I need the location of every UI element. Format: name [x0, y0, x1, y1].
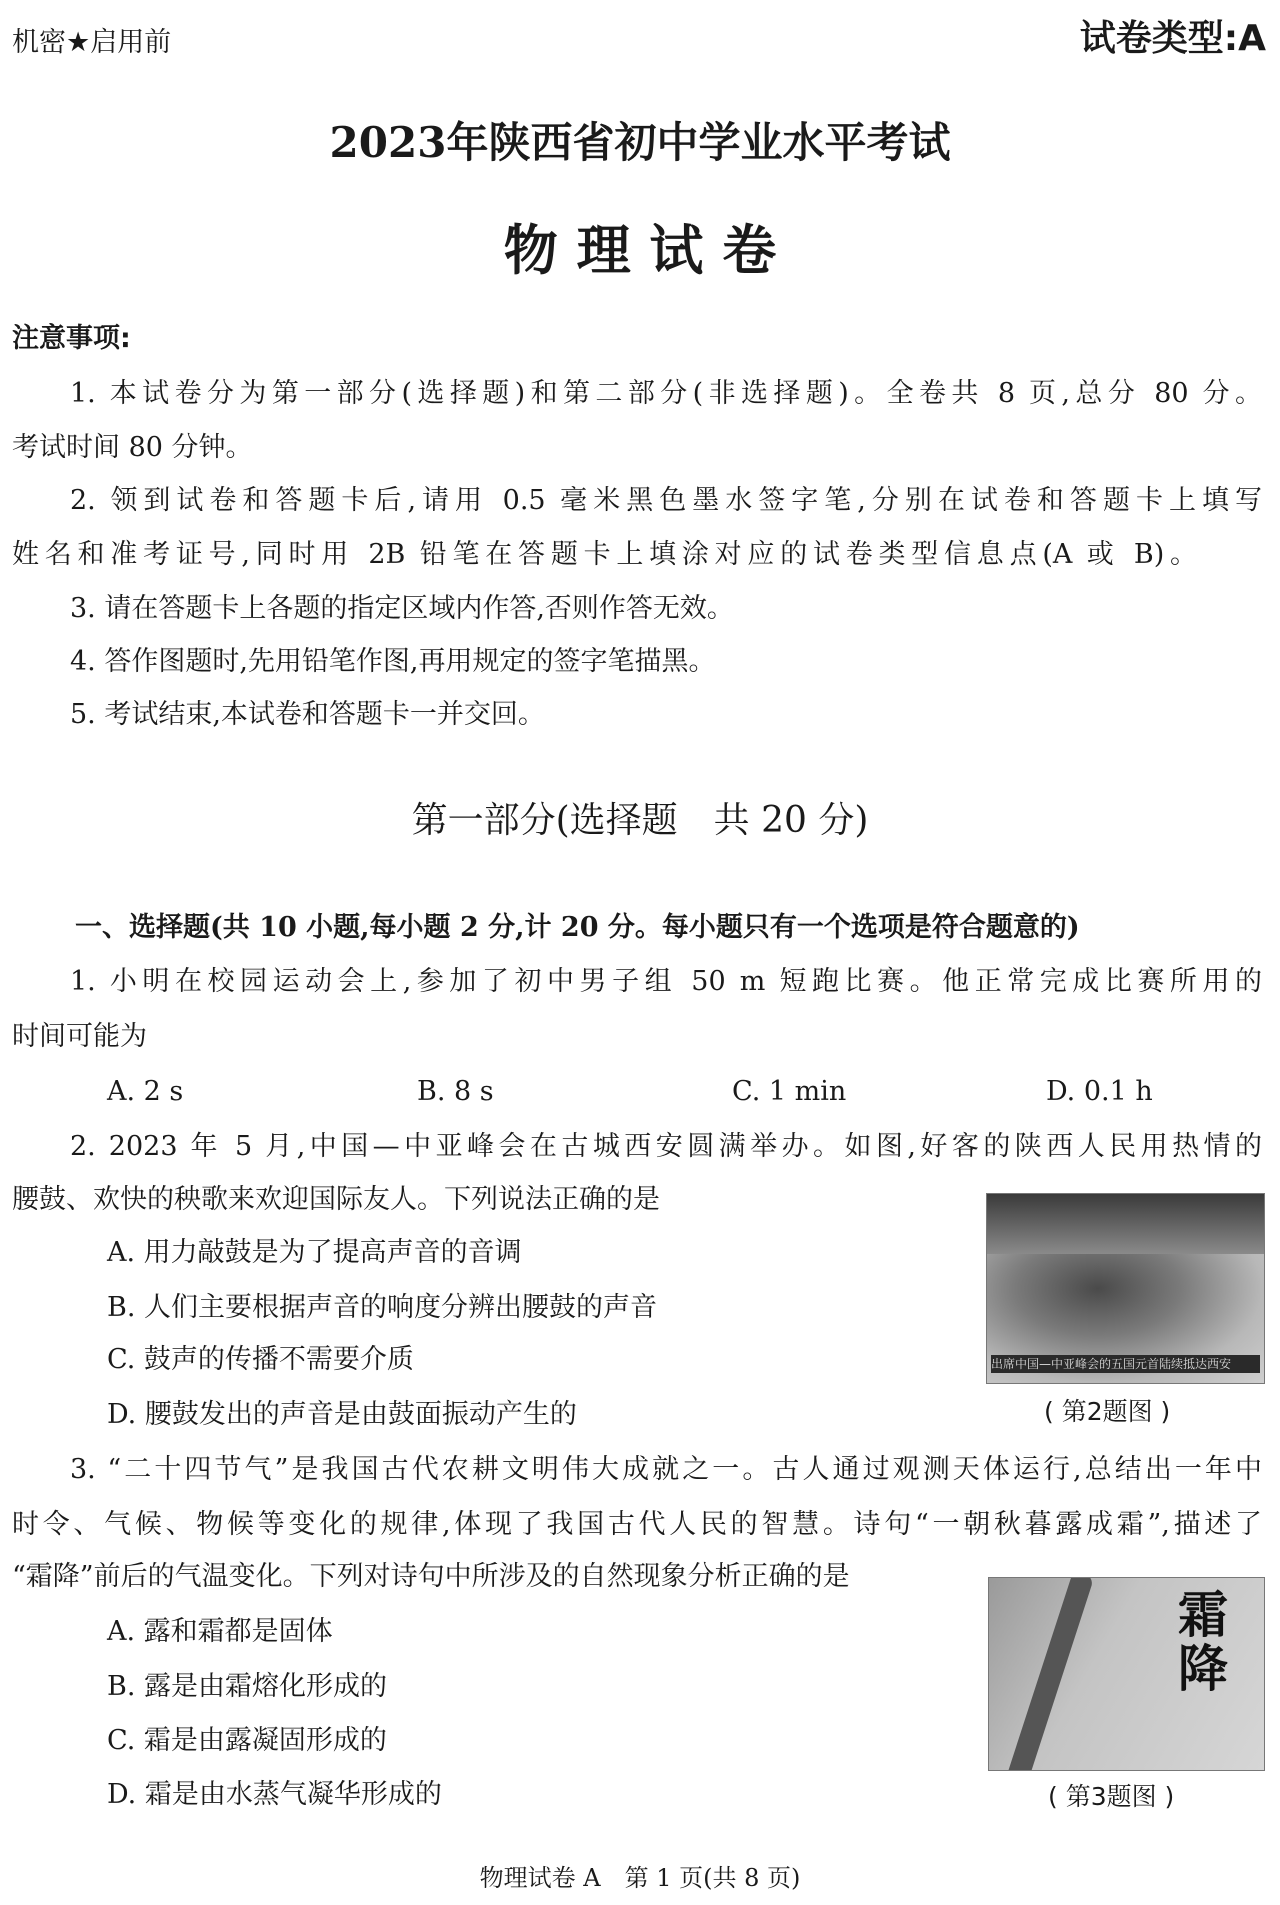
q3-option-b: B. 露是由霜熔化形成的	[107, 1671, 388, 1702]
photo-caption: 出席中国—中亚峰会的五国元首陆续抵达西安	[991, 1355, 1260, 1373]
q2-option-b: B. 人们主要根据声音的响度分辨出腰鼓的声音	[107, 1292, 658, 1323]
note-line: 4. 答作图题时,先用铅笔作图,再用规定的签字笔描黑。	[70, 646, 716, 677]
q2-option-a: A. 用力敲鼓是为了提高声音的音调	[107, 1237, 522, 1268]
question-3-text: 3. “二十四节气”是我国古代农耕文明伟大成就之一。古人通过观测天体运行,总结出一年中	[70, 1454, 1262, 1485]
question-2-text: 2. 2023 年 5 月,中国—中亚峰会在古城西安圆满举办。如图,好客的陕西人民用热情的	[70, 1131, 1262, 1162]
question-3-text: 时令、气候、物候等变化的规律,体现了我国古代人民的智慧。诗句“一朝秋暮露成霜”,描述了	[12, 1509, 1262, 1540]
note-line: 考试时间 80 分钟。	[12, 432, 253, 463]
note-line: 3. 请在答题卡上各题的指定区域内作答,否则作答无效。	[70, 593, 734, 624]
confidential-label: 机密★启用前	[12, 27, 172, 58]
frost-calligraphy: 霜降	[1178, 1585, 1228, 1698]
section-heading: 第一部分(选择题 共 20 分)	[411, 800, 869, 841]
question-2-photo	[986, 1193, 1265, 1384]
q2-option-c: C. 鼓声的传播不需要介质	[107, 1344, 414, 1375]
page-footer: 物理试卷 A 第 1 页(共 8 页)	[479, 1864, 801, 1892]
question-3-photo	[988, 1577, 1265, 1771]
note-line: 2. 领到试卷和答题卡后,请用 0.5 毫米黑色墨水签字笔,分别在试卷和答题卡上填写	[70, 485, 1262, 516]
section-instruction: 一、选择题(共 10 小题,每小题 2 分,计 20 分。每小题只有一个选项是符合题意的)	[75, 912, 1080, 943]
q3-option-c: C. 霜是由露凝固形成的	[107, 1725, 387, 1756]
q3-option-a: A. 露和霜都是固体	[107, 1616, 333, 1647]
question-3-text: “霜降”前后的气温变化。下列对诗句中所涉及的自然现象分析正确的是	[12, 1561, 850, 1592]
note-line: 5. 考试结束,本试卷和答题卡一并交回。	[70, 699, 545, 730]
exam-title: 2023年陕西省初中学业水平考试	[329, 118, 951, 167]
q1-option-a: A. 2 s	[107, 1076, 184, 1107]
notes-heading: 注意事项:	[12, 323, 131, 354]
subject-title: 物 理 试 卷	[503, 218, 777, 282]
question-2-text: 腰鼓、欢快的秧歌来欢迎国际友人。下列说法正确的是	[12, 1184, 660, 1215]
question-1-text: 1. 小明在校园运动会上,参加了初中男子组 50 m 短跑比赛。他正常完成比赛所用的	[70, 966, 1262, 997]
note-line: 姓名和准考证号,同时用 2B 铅笔在答题卡上填涂对应的试卷类型信息点(A 或 B)。	[12, 539, 1197, 570]
q1-option-d: D. 0.1 h	[1046, 1076, 1153, 1107]
note-line: 1. 本试卷分为第一部分(选择题)和第二部分(非选择题)。全卷共 8 页,总分 80 分。	[70, 378, 1262, 409]
paper-type-label: 试卷类型:A	[1079, 18, 1266, 59]
q1-option-c: C. 1 min	[732, 1076, 847, 1107]
q1-option-b: B. 8 s	[417, 1076, 494, 1107]
q3-option-d: D. 霜是由水蒸气凝华形成的	[107, 1779, 442, 1810]
question-1-text: 时间可能为	[12, 1021, 147, 1052]
figure-3-caption: ( 第3题图 )	[1048, 1782, 1175, 1811]
figure-2-caption: ( 第2题图 )	[1044, 1397, 1171, 1426]
q2-option-d: D. 腰鼓发出的声音是由鼓面振动产生的	[107, 1399, 577, 1430]
